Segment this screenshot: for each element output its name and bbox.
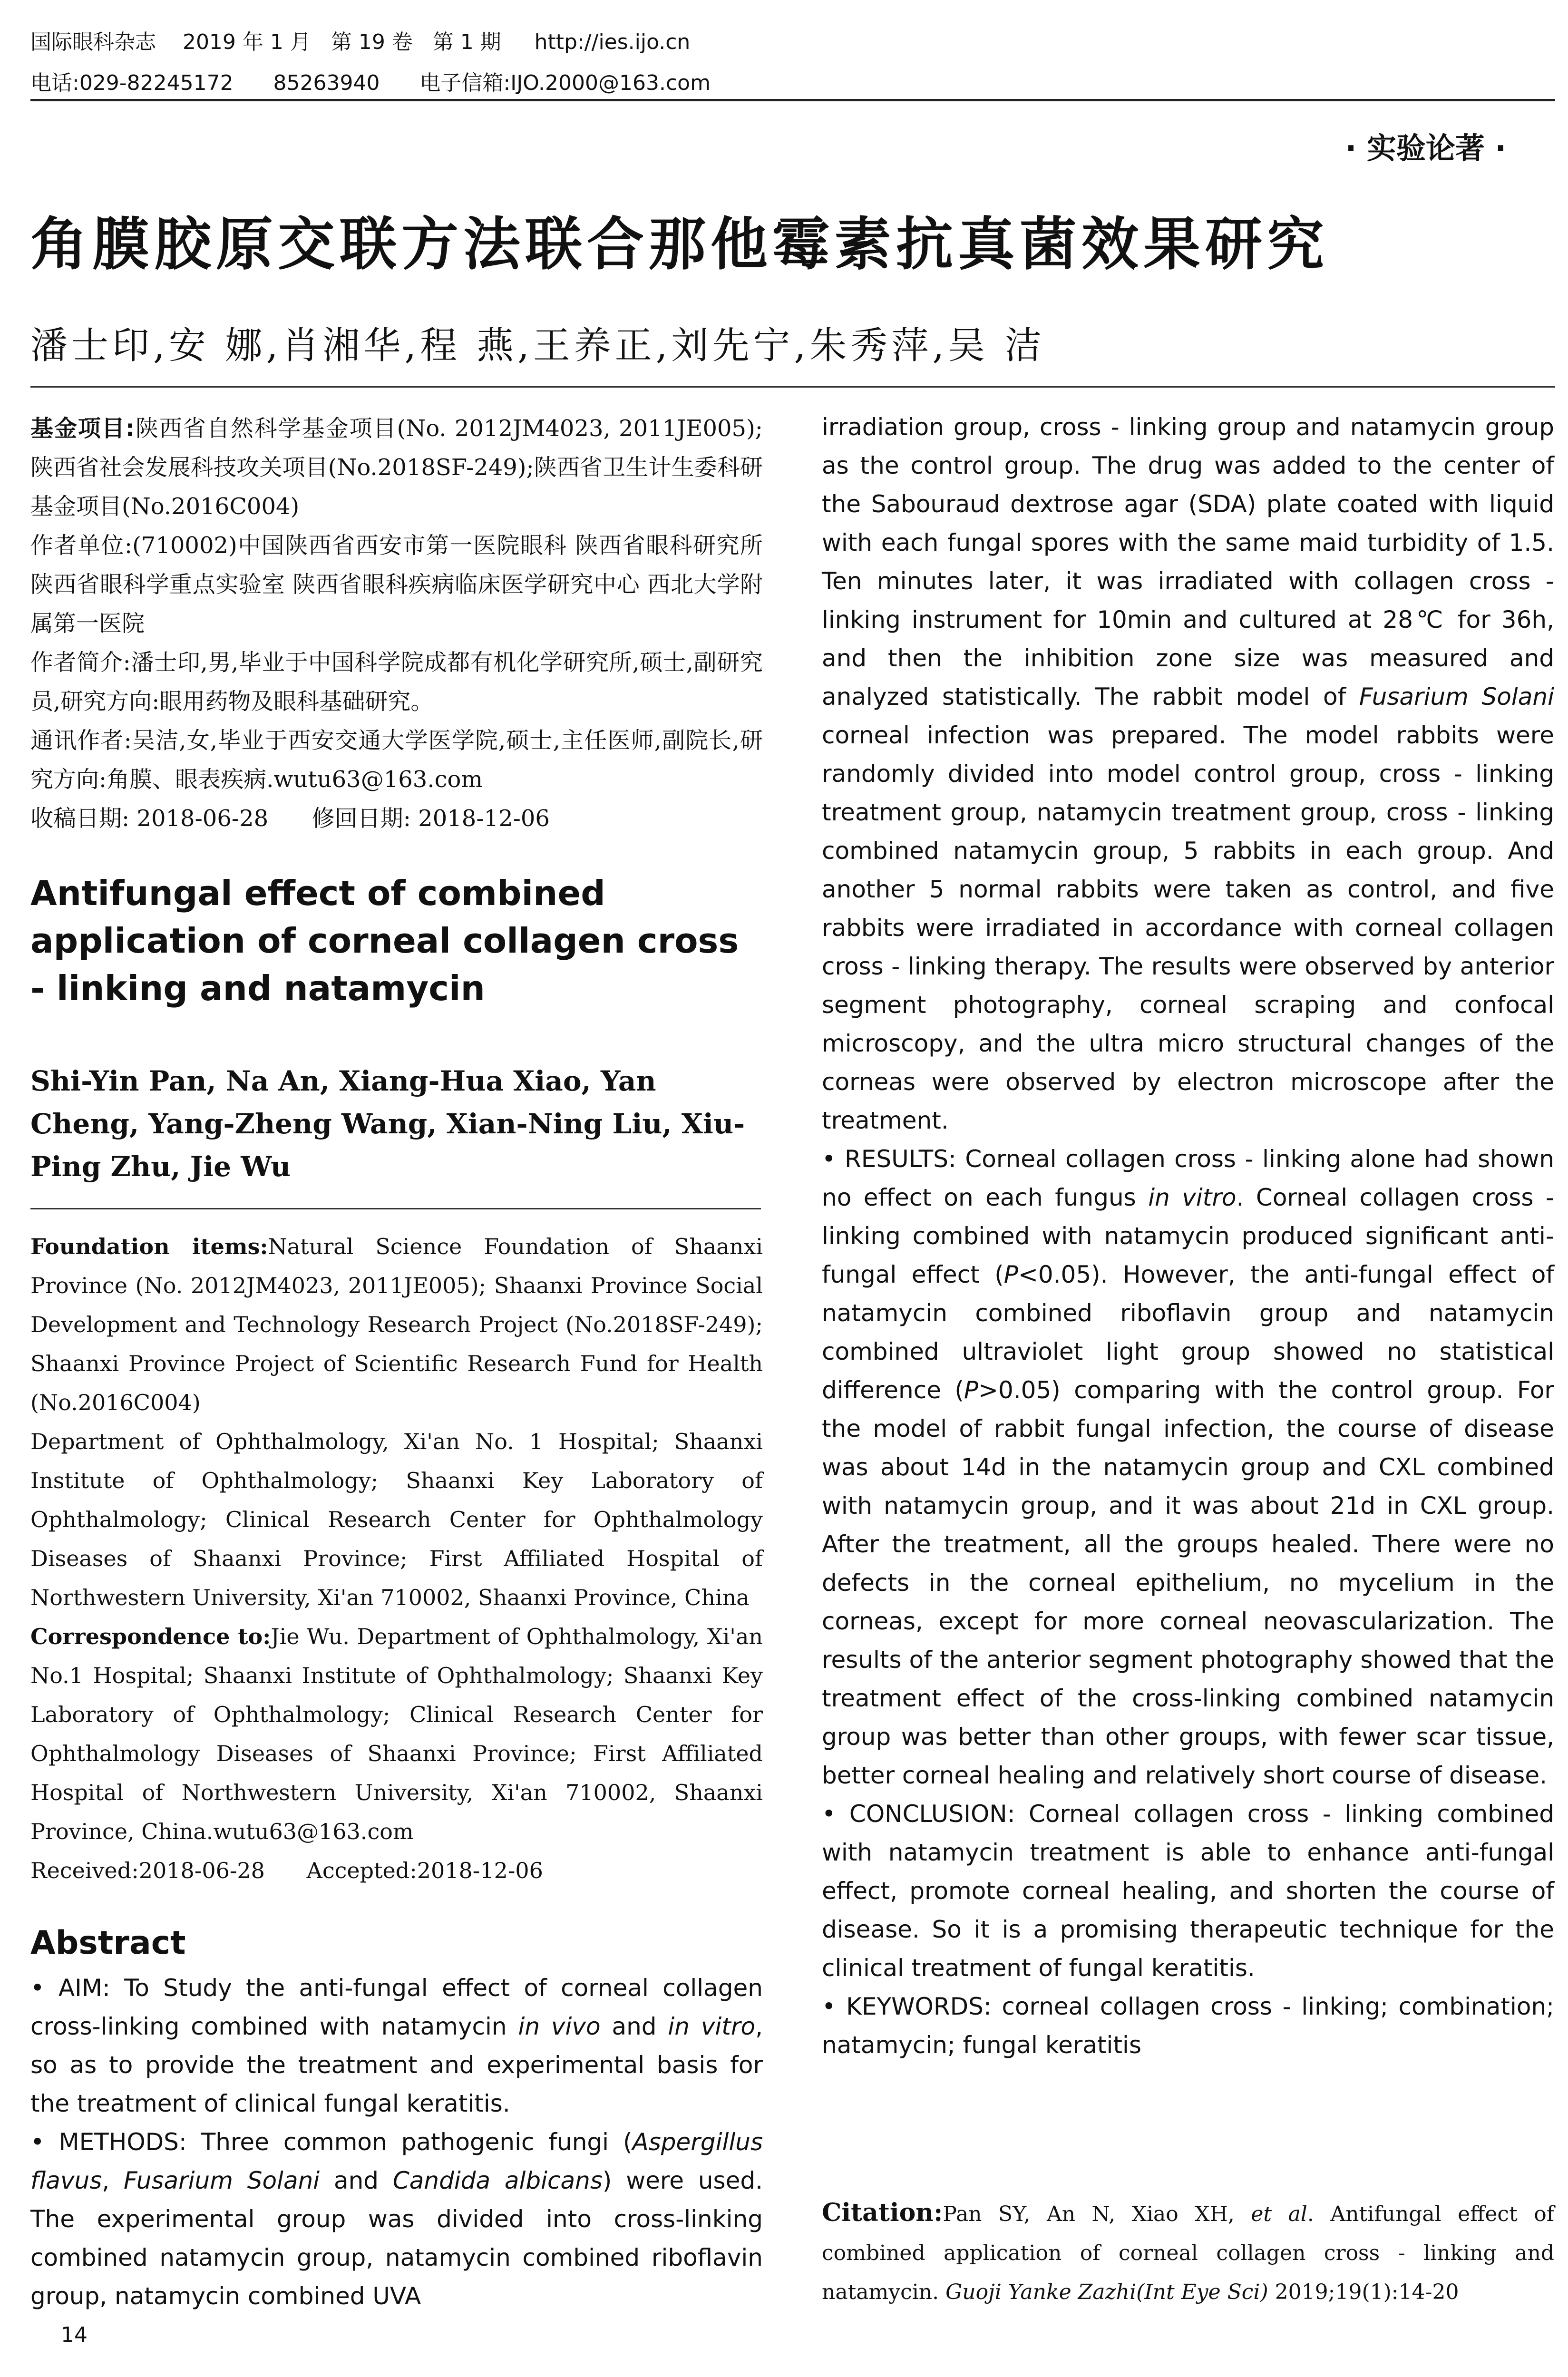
abstract-methods-continued: irradiation group, cross - linking group and natamycin group as the control group. The drug was added to the center of the Sabouraud dextrose agar (SDA) plate coated with liquid with each fungal spores with the same maid turbidity of 1.5. Ten minutes later, it was irradiated with collagen cross - linking instrument for 10min and cultured at 28℃ for 36h, and then the inhibition zone size was measured and analyzed statistically. The rabbit model of Fusarium Solani corneal infection was prepared. The model rabbits were randomly divided into model control group, cross - linking treatment group, natamycin treatment group, cross - linking combined natamycin group, 5 rabbits in each group. And another 5 normal rabbits were taken as control, and five rabbits were irradiated in accordance with corneal collagen cross - linking therapy. The results were observed by anterior segment photography, corneal scraping and confocal microscopy, and the ultra micro structural changes of the corneas were observed by electron microscope after the treatment. xyxy=(822,413,1554,1134)
cn-dates: 收稿日期: 2018-06-28 修回日期: 2018-12-06 xyxy=(30,805,550,832)
en-department: Department of Ophthalmology, Xi'an No. 1 Hospital; Shaanxi Institute of Ophthalmology; Shaanxi Key Laboratory of Ophthalmology; Clinical Research Center for Ophthalmology Diseases of Shaanxi Province; First Affiliated Hospital of Northwestern University, Xi'an 710002, Shaanxi Province, China xyxy=(30,1429,763,1610)
page-number: 14 xyxy=(61,2323,88,2347)
en-correspondence: Correspondence to:Jie Wu. Department of Ophthalmology, Xi'an No.1 Hospital; Shaanxi Institute of Ophthalmology; Shaanxi Key Laboratory of Ophthalmology; Clinical Research Center for Ophthalmology Diseases of Shaanxi Province; First Affiliated Hospital of Northwestern University, Xi'an 710002, Shaanxi Province, China.wutu63@163.com xyxy=(30,1624,763,1844)
abstract-right xyxy=(822,408,1554,2065)
abstract-methods: • METHODS: Three common pathogenic fungi (Aspergillus flavus, Fusarium Solani and Candida albicans) were used. The experimental group was divided into cross-linking combined natamycin group, natamycin combined riboflavin group, natamycin combined UVA xyxy=(30,2128,763,2310)
journal-header-line-2: 电话:029-82245172 85263940 电子信箱:IJO.2000@163.com xyxy=(30,71,711,95)
cn-author-bio: 作者简介:潘士印,男,毕业于中国科学院成都有机化学研究所,硕士,副研究员,研究方向:眼用药物及眼科基础研究。 xyxy=(30,649,763,715)
citation-label: Citation: xyxy=(822,2198,943,2227)
en-dates: Received:2018-06-28 Accepted:2018-12-06 xyxy=(30,1858,543,1883)
header-rule xyxy=(30,99,1555,101)
cn-correspondence: 通讯作者:吴洁,女,毕业于西安交通大学医学院,硕士,主任医师,副院长,研究方向:角膜、眼表疾病.wutu63@163.com xyxy=(30,727,763,793)
abstract-results: • RESULTS: Corneal collagen cross - linking alone had shown no effect on each fungus in vitro. Corneal collagen cross - linking combined with natamycin produced significant anti-fungal effect (P<0.05). However, the anti-fungal effect of natamycin combined riboflavin group and natamycin combined ultraviolet light group showed no statistical difference (P>0.05) comparing with the control group. For the model of rabbit fungal infection, the course of disease was about 14d in the natamycin group and CXL combined with natamycin group, and it was about 21d in CXL group. After the treatment, all the groups healed. There were no defects in the corneal epithelium, no mycelium in the corneas, except for more corneal neovascularization. The results of the anterior segment photography showed that the treatment effect of the cross-linking combined natamycin group was better than other groups, with fewer scar tissue, better corneal healing and relatively short course of disease. xyxy=(822,1145,1554,1789)
abstract-conclusion: • CONCLUSION: Corneal collagen cross - linking combined with natamycin treatment is able to enhance anti-fungal effect, promote corneal healing, and shorten the course of disease. So it is a promising therapeutic technique for the clinical treatment of fungal keratitis. xyxy=(822,1800,1555,1982)
english-metadata xyxy=(30,1227,763,1890)
abstract-left xyxy=(30,1969,763,2316)
cn-affiliation: 作者单位:(710002)中国陕西省西安市第一医院眼科 陕西省眼科研究所 陕西省眼科学重点实验室 陕西省眼科疾病临床医学研究中心 西北大学附属第一医院 xyxy=(30,532,763,637)
abstract-heading: Abstract xyxy=(30,1924,186,1962)
english-authors: Shi-Yin Pan, Na An, Xiang-Hua Xiao, Yan Cheng, Yang-Zheng Wang, Xian-Ning Liu, Xiu-Ping Zhu, Jie Wu xyxy=(30,1065,745,1183)
chinese-authors: 潘士印,安 娜,肖湘华,程 燕,王养正,刘先宁,朱秀萍,吴 洁 xyxy=(30,324,1045,367)
abstract-aim: • AIM: To Study the anti-fungal effect of corneal collagen cross-linking combined with natamycin in vivo and in vitro, so as to provide the treatment and experimental basis for the treatment of clinical fungal keratitis. xyxy=(30,1974,763,2117)
title-rule xyxy=(30,386,1555,388)
journal-header-line-1: 国际眼科杂志 2019 年 1 月 第 19 卷 第 1 期 http://ies.ijo.cn xyxy=(30,30,691,54)
abstract-keywords: • KEYWORDS: corneal collagen cross - linking; combination; natamycin; fungal keratitis xyxy=(822,1993,1554,2059)
chinese-title: 角膜胶原交联方法联合那他霉素抗真菌效果研究 xyxy=(30,212,1329,278)
en-foundation: Foundation items:Natural Science Foundation of Shaanxi Province (No. 2012JM4023, 2011JE005); Shaanxi Province Social Development and Technology Research Project (No.2018SF-249); Shaanxi Province Project of Scientific Research Fund for Health (No.2016C004) xyxy=(30,1234,763,1415)
english-title: Antifungal effect of combined application of corneal collagen cross - linking and natamycin xyxy=(30,873,739,1008)
author-rule xyxy=(30,1208,761,1209)
citation: Citation:Pan SY, An N, Xiao XH, et al. Antifungal effect of combined application of corneal collagen cross - linking and natamycin. Guoji Yanke Zazhi(Int Eye Sci) 2019;19(1):14-20 xyxy=(822,2198,1554,2304)
cn-foundation: 基金项目:陕西省自然科学基金项目(No. 2012JM4023, 2011JE005);陕西省社会发展科技攻关项目(No.2018SF-249);陕西省卫生计生委科研基金项目(No.2016C004) xyxy=(30,415,763,520)
section-tag: · 实验论著 · xyxy=(1345,131,1506,166)
chinese-metadata xyxy=(30,409,763,838)
